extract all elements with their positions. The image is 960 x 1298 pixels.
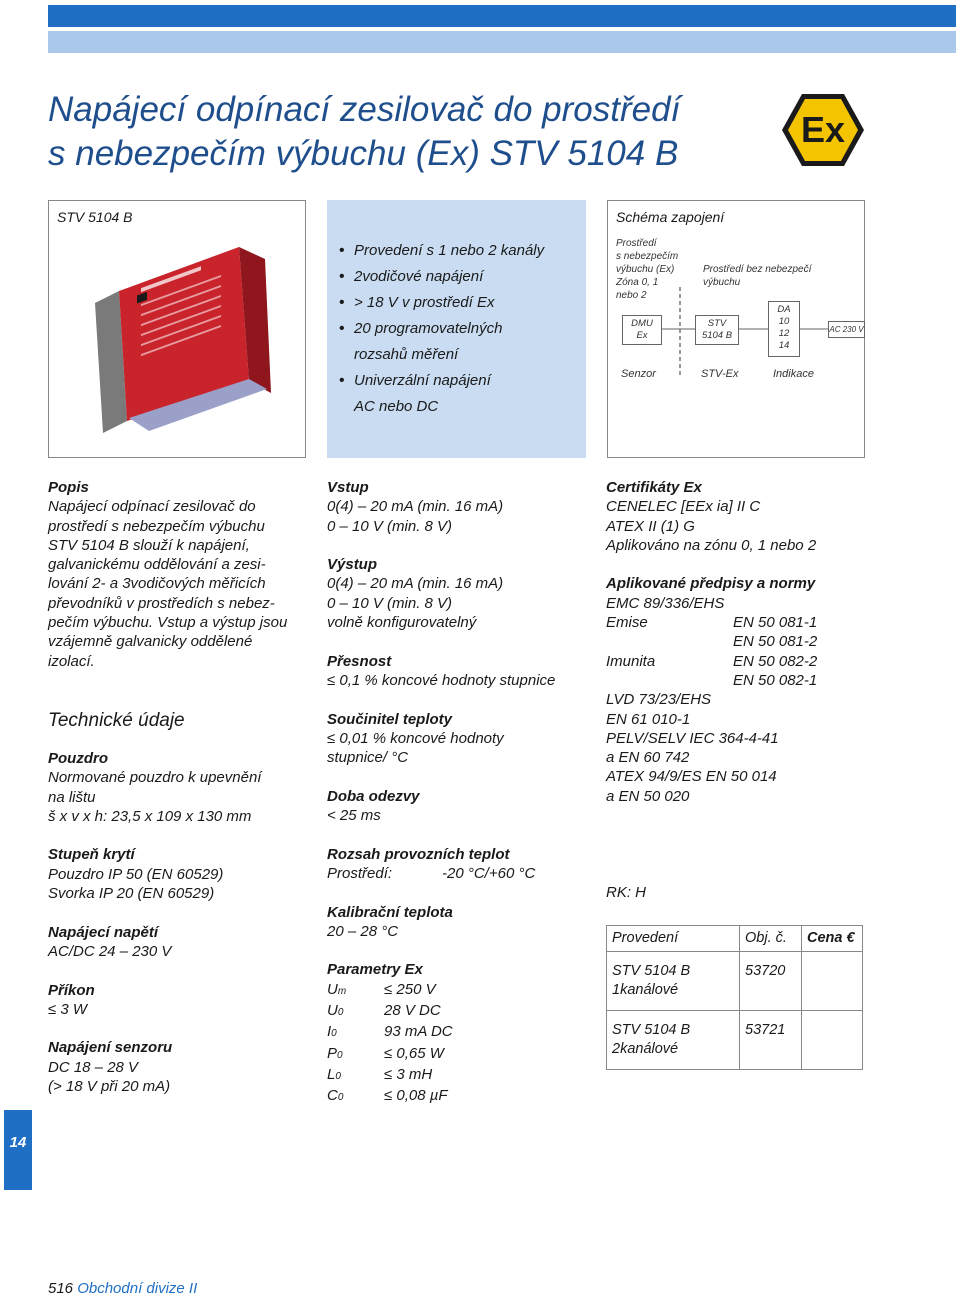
product-caption: STV 5104 B xyxy=(57,209,133,225)
ex-param-row xyxy=(327,1044,597,1065)
da-line: 14 xyxy=(778,340,790,351)
ex-param-symbol: L xyxy=(327,1065,336,1083)
presnost-heading: Přesnost xyxy=(327,652,392,670)
feature-item: • Provedení s 1 nebo 2 kanály xyxy=(339,238,584,264)
column-description xyxy=(48,478,318,1096)
feature-list xyxy=(339,238,584,420)
norm-line: a EN 50 020 xyxy=(606,787,690,805)
dmu-line: Ex xyxy=(636,330,648,341)
cert-line: Aplikováno na zónu 0, 1 nebo 2 xyxy=(606,536,817,554)
variant-channels: 1kanálové xyxy=(612,982,679,998)
emise-row xyxy=(606,632,866,651)
ex-param-subscript: 0 xyxy=(337,1049,343,1061)
popis-heading: Popis xyxy=(48,479,89,496)
ex-param-row xyxy=(327,980,597,1001)
safe-zone-line: výbuchu xyxy=(703,277,741,288)
ex-param-row xyxy=(327,1086,597,1107)
odezva-value: < 25 ms xyxy=(327,807,381,825)
page-footer xyxy=(48,1280,197,1297)
da-line: 12 xyxy=(778,328,790,339)
table-row xyxy=(607,952,863,1011)
dmu-ex-block xyxy=(622,315,662,345)
ex-param-subscript: m xyxy=(337,985,347,997)
rozsah-row xyxy=(327,864,597,883)
napeti-heading: Napájecí napětí xyxy=(48,923,159,941)
title-line-2: s nebezpečím výbuchu (Ex) STV 5104 B xyxy=(48,134,679,173)
column-signals xyxy=(327,478,597,1108)
normy-heading: Aplikované předpisy a normy xyxy=(606,575,816,593)
popis-line: STV 5104 B slouží k napájení, xyxy=(48,536,250,554)
kryti-heading: Stupeň krytí xyxy=(48,846,135,864)
ex-param-value: ≤ 3 mH xyxy=(384,1065,433,1083)
prikon-value: ≤ 3 W xyxy=(48,1000,88,1018)
norm-line: a EN 60 742 xyxy=(606,749,690,767)
teplota-heading: Součinitel teploty xyxy=(327,710,453,728)
ex-param-value: ≤ 0,08 µF xyxy=(384,1087,448,1105)
da-line: DA xyxy=(777,304,791,315)
header-order-no: Obj. č. xyxy=(740,926,802,952)
ex-param-symbol: P xyxy=(327,1044,338,1062)
feature-item-continued: rozsahů měření xyxy=(354,346,459,363)
vstup-line: 0 – 10 V (min. 8 V) xyxy=(327,517,453,535)
vstup-line: 0(4) – 20 mA (min. 16 mA) xyxy=(327,498,504,516)
ex-param-subscript: 0 xyxy=(337,1007,344,1019)
order-table xyxy=(606,925,863,1070)
division-name: Obchodní divize II xyxy=(77,1280,198,1297)
variant-name: STV 5104 B xyxy=(612,1022,691,1038)
kryti-line: Svorka IP 20 (EN 60529) xyxy=(48,885,215,903)
pouzdro-line: na lištu xyxy=(48,788,96,806)
pouzdro-heading: Pouzdro xyxy=(48,749,108,767)
popis-line: lování 2- a 3vodičových měřicích xyxy=(48,575,266,593)
da-line: 10 xyxy=(778,316,790,327)
popis-line: izolací. xyxy=(48,652,95,670)
indication-label: Indikace xyxy=(773,368,814,380)
variant-name: STV 5104 B xyxy=(612,963,691,979)
senzor-line: (> 18 V při 20 mA) xyxy=(48,1078,171,1096)
cert-line: ATEX II (1) G xyxy=(606,517,695,535)
hazard-zone-line: nebo 2 xyxy=(616,290,647,301)
da-block xyxy=(768,301,800,357)
emise-row xyxy=(606,613,866,632)
norm-line: ATEX 94/9/ES EN 50 014 xyxy=(606,768,777,786)
feature-item: • > 18 V v prostředí Ex xyxy=(339,290,584,316)
ex-params-heading: Parametry Ex xyxy=(327,961,423,979)
feature-item: • 20 programovatelných xyxy=(339,316,584,342)
vystup-line: volně konfigurovatelný xyxy=(327,614,477,632)
ex-param-value: ≤ 0,65 W xyxy=(384,1044,444,1062)
ex-param-subscript: 0 xyxy=(335,1070,341,1082)
popis-line: galvanickému oddělování a zesi- xyxy=(48,556,266,574)
rozsah-key: Prostředí: xyxy=(327,864,393,882)
product-box xyxy=(48,200,306,458)
popis-line: prostředí s nebezpečím výbuchu xyxy=(48,517,265,535)
pouzdro-line: š x v x h: 23,5 x 109 x 130 mm xyxy=(48,807,252,825)
schema-caption: Schéma zapojení xyxy=(616,209,725,225)
vystup-heading: Výstup xyxy=(327,556,378,574)
product-photo xyxy=(89,243,289,443)
popis-line: vzájemně galvanicky oddělené xyxy=(48,633,253,651)
price-cell xyxy=(802,952,863,1011)
ex-param-row xyxy=(327,1022,597,1043)
norm-line: PELV/SELV IEC 364-4-41 xyxy=(606,729,779,747)
presnost-value: ≤ 0,1 % koncové hodnoty stupnice xyxy=(327,671,556,689)
table-header-row xyxy=(607,926,863,952)
dmu-line: DMU xyxy=(631,318,653,329)
ex-param-subscript: 0 xyxy=(337,1092,344,1104)
sensor-label: Senzor xyxy=(621,368,656,380)
hazard-zone-line: Zóna 0, 1 xyxy=(616,277,659,288)
ex-param-symbol: U xyxy=(327,1002,338,1020)
rozsah-heading: Rozsah provozních teplot xyxy=(327,845,510,863)
wiring-schema-box xyxy=(607,200,865,458)
imunita-key: Imunita xyxy=(606,652,656,670)
stv-ex-label: STV-Ex xyxy=(701,368,739,380)
vystup-line: 0 – 10 V (min. 8 V) xyxy=(327,594,453,612)
page-title xyxy=(48,88,788,176)
feature-item: • Univerzální napájení xyxy=(339,368,584,394)
rozsah-value: -20 °C/+60 °C xyxy=(442,864,536,882)
stv-block xyxy=(695,315,739,345)
teplota-line: stupnice/ °C xyxy=(327,749,409,767)
senzor-heading: Napájení senzoru xyxy=(48,1039,173,1057)
hazard-zone-line: Prostředí xyxy=(616,238,657,249)
imunita-value: EN 50 082-1 xyxy=(733,671,818,689)
teplota-line: ≤ 0,01 % koncové hodnoty xyxy=(327,729,504,747)
popis-line: pečím výbuchu. Vstup a výstup jsou xyxy=(48,614,288,632)
emc-line: EMC 89/336/EHS xyxy=(606,594,725,612)
kryti-line: Pouzdro IP 50 (EN 60529) xyxy=(48,865,224,883)
vstup-heading: Vstup xyxy=(327,479,369,496)
feature-item: • 2vodičové napájení xyxy=(339,264,584,290)
odezva-heading: Doba odezvy xyxy=(327,787,420,805)
feature-box xyxy=(327,200,586,458)
ex-param-row xyxy=(327,1001,597,1022)
header-band-dark xyxy=(48,5,956,27)
cert-line: CENELEC [EEx ia] II C xyxy=(606,498,761,516)
page-number: 516 xyxy=(48,1280,74,1297)
hazard-zone-line: s nebezpečím xyxy=(616,251,679,262)
ac-block: AC 230 V xyxy=(828,321,865,338)
norm-line: EN 61 010-1 xyxy=(606,710,691,728)
imunita-row xyxy=(606,652,866,671)
kalib-heading: Kalibrační teplota xyxy=(327,903,453,921)
emise-value: EN 50 081-2 xyxy=(733,633,818,651)
hazard-zone-line: výbuchu (Ex) xyxy=(616,264,675,275)
ex-param-value: 93 mA DC xyxy=(384,1023,453,1041)
emise-value: EN 50 081-1 xyxy=(733,614,818,632)
stv-line: 5104 B xyxy=(701,330,733,341)
imunita-value: EN 50 082-2 xyxy=(733,652,818,670)
napeti-value: AC/DC 24 – 230 V xyxy=(48,942,172,960)
imunita-row xyxy=(606,671,866,690)
header-price: Cena € xyxy=(802,926,863,952)
vystup-line: 0(4) – 20 mA (min. 16 mA) xyxy=(327,575,504,593)
ex-logo-text: Ex xyxy=(800,109,846,150)
safe-zone-line: Prostředí bez nebezpečí xyxy=(703,264,812,275)
prikon-heading: Příkon xyxy=(48,981,95,999)
price-cell xyxy=(802,1011,863,1070)
popis-line: Napájecí odpínací zesilovač do xyxy=(48,498,256,516)
popis-line: převodníků v prostředích s nebez- xyxy=(48,594,275,612)
ex-param-value: 28 V DC xyxy=(384,1002,441,1020)
ex-param-symbol: U xyxy=(327,980,338,998)
header-variant: Provedení xyxy=(607,926,740,952)
norm-line: LVD 73/23/EHS xyxy=(606,691,712,709)
pouzdro-line: Normované pouzdro k upevnění xyxy=(48,769,262,787)
cert-heading: Certifikáty Ex xyxy=(606,479,702,496)
tech-data-heading: Technické údaje xyxy=(48,709,185,731)
ex-param-subscript: 0 xyxy=(331,1028,337,1040)
table-row xyxy=(607,1011,863,1070)
stv-line: STV xyxy=(707,318,727,329)
variant-channels: 2kanálové xyxy=(612,1041,679,1057)
order-number: 53721 xyxy=(740,1011,802,1070)
ex-param-row xyxy=(327,1065,597,1086)
chapter-tab: 14 xyxy=(4,1110,32,1190)
column-certificates xyxy=(606,478,866,903)
senzor-line: DC 18 – 28 V xyxy=(48,1058,139,1076)
emise-key: Emise xyxy=(606,614,648,632)
kalib-value: 20 – 28 °C xyxy=(327,922,399,940)
header-band-light xyxy=(48,31,956,53)
rk-label: RK: H xyxy=(606,884,647,902)
ex-param-symbol: C xyxy=(327,1087,338,1105)
feature-item-continued: AC nebo DC xyxy=(354,398,439,415)
ex-param-symbol: I xyxy=(327,1023,332,1041)
order-number: 53720 xyxy=(740,952,802,1011)
title-line-1: Napájecí odpínací zesilovač do prostředí xyxy=(48,90,681,129)
ex-param-value: ≤ 250 V xyxy=(384,980,436,998)
ex-hazard-logo xyxy=(780,92,866,168)
